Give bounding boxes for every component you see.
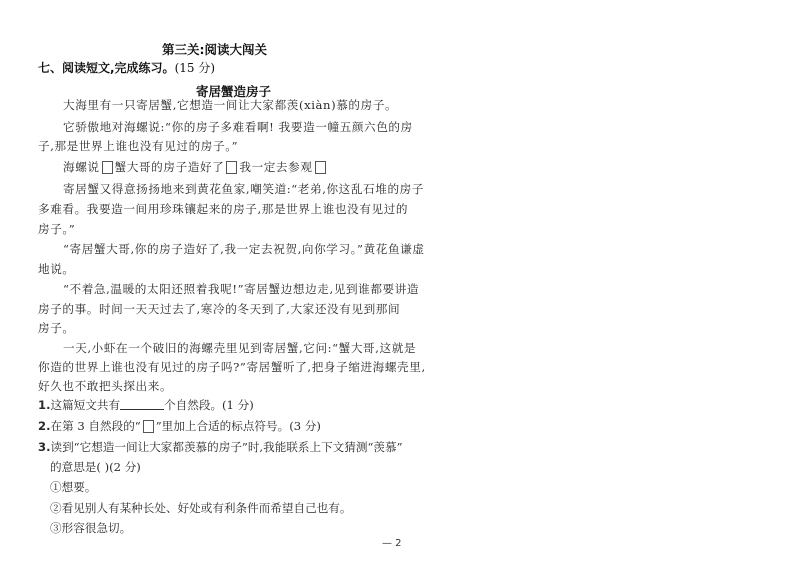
conch-said-text: 海螺说 (63, 160, 100, 174)
punctuation-box-1[interactable] (102, 161, 113, 174)
page-number: — 2 (382, 538, 402, 549)
question-3-text: 读到“它想造一间让大家都羡慕的房子”时,我能联系上下文猜测“羡慕” (50, 440, 403, 454)
question-2-text-b: ”里加上合适的标点符号。(3 分) (155, 419, 321, 433)
paragraph-6-line-3: 房子。 (38, 321, 75, 335)
question-3-option-3[interactable]: ③形容很急切。 (50, 521, 132, 535)
section-points: (15 分) (174, 61, 216, 75)
question-3-option-2[interactable]: ②看见别人有某种长处、好处或有利条件而希望自己也有。 (50, 501, 352, 515)
question-2 (38, 419, 321, 433)
question-3-line-2: 的意思是( )(2 分) (50, 460, 141, 474)
paragraph-7-line-2: 你造的世界上谁也没有见过的房子吗?”寄居蟹听了,把身子缩进海螺壳里, (38, 360, 426, 374)
section-label: 七、阅读短文,完成练习。 (38, 61, 175, 75)
paragraph-2-line-1: 它骄傲地对海螺说:“你的房子多难看啊! 我要造一幢五颜六色的房 (63, 120, 413, 134)
paragraph-5-line-2: 地说。 (38, 262, 75, 276)
question-2-box-icon (143, 420, 154, 433)
paragraph-7-line-1: 一天,小虾在一个破旧的海螺壳里见到寄居蟹,它问:“蟹大哥,这就是 (63, 341, 417, 355)
paragraph-7-line-3: 好久也不敢把头探出来。 (38, 379, 173, 393)
punctuation-box-3[interactable] (315, 161, 326, 174)
conch-end-text: 我一定去参观 (239, 160, 313, 174)
conch-middle-text: 蟹大哥的房子造好了 (114, 160, 225, 174)
question-2-number: 2. (38, 419, 51, 433)
question-1-number: 1. (38, 398, 51, 412)
paragraph-3-line-1 (63, 160, 328, 174)
question-3-number: 3. (38, 440, 51, 454)
paragraph-2-line-2: 子,那是世界上谁也没有见过的房子。” (38, 139, 239, 153)
paragraph-1-line-1: 大海里有一只寄居蟹,它想造一间让大家都羡(xiàn)慕的房子。 (63, 98, 398, 112)
paragraph-4-line-3: 房子。” (38, 222, 76, 236)
story-title: 寄居蟹造房子 (196, 84, 272, 99)
paragraph-6-line-2: 房子的事。时间一天天过去了,寒冷的冬天到了,大家还没有见到那间 (38, 302, 401, 316)
question-2-text-a: 在第 3 自然段的“ (50, 419, 141, 433)
paragraph-4-line-2: 多难看。我要造一间用珍珠镶起来的房子,那是世界上谁也没有见过的 (38, 202, 409, 216)
question-3-line-1 (38, 440, 403, 454)
question-1-answer-blank[interactable] (120, 399, 164, 410)
question-1-text-b: 个自然段。(1 分) (164, 398, 254, 412)
question-1 (38, 398, 254, 412)
paragraph-5-line-1: “寄居蟹大哥,你的房子造好了,我一定去祝贺,向你学习。”黄花鱼谦虚 (63, 242, 425, 256)
page-header: 第三关:阅读大闯关 (162, 42, 267, 57)
paragraph-6-line-1: “不着急,温暖的太阳还照着我呢!”寄居蟹边想边走,见到谁都要讲造 (63, 282, 420, 296)
paragraph-4-line-1: 寄居蟹又得意扬扬地来到黄花鱼家,嘲笑道:“老弟,你这乱石堆的房子 (63, 182, 425, 196)
question-1-text-a: 这篇短文共有 (50, 398, 121, 412)
question-3-option-1[interactable]: ①想要。 (50, 480, 97, 494)
section-heading (38, 59, 215, 76)
punctuation-box-2[interactable] (226, 161, 237, 174)
